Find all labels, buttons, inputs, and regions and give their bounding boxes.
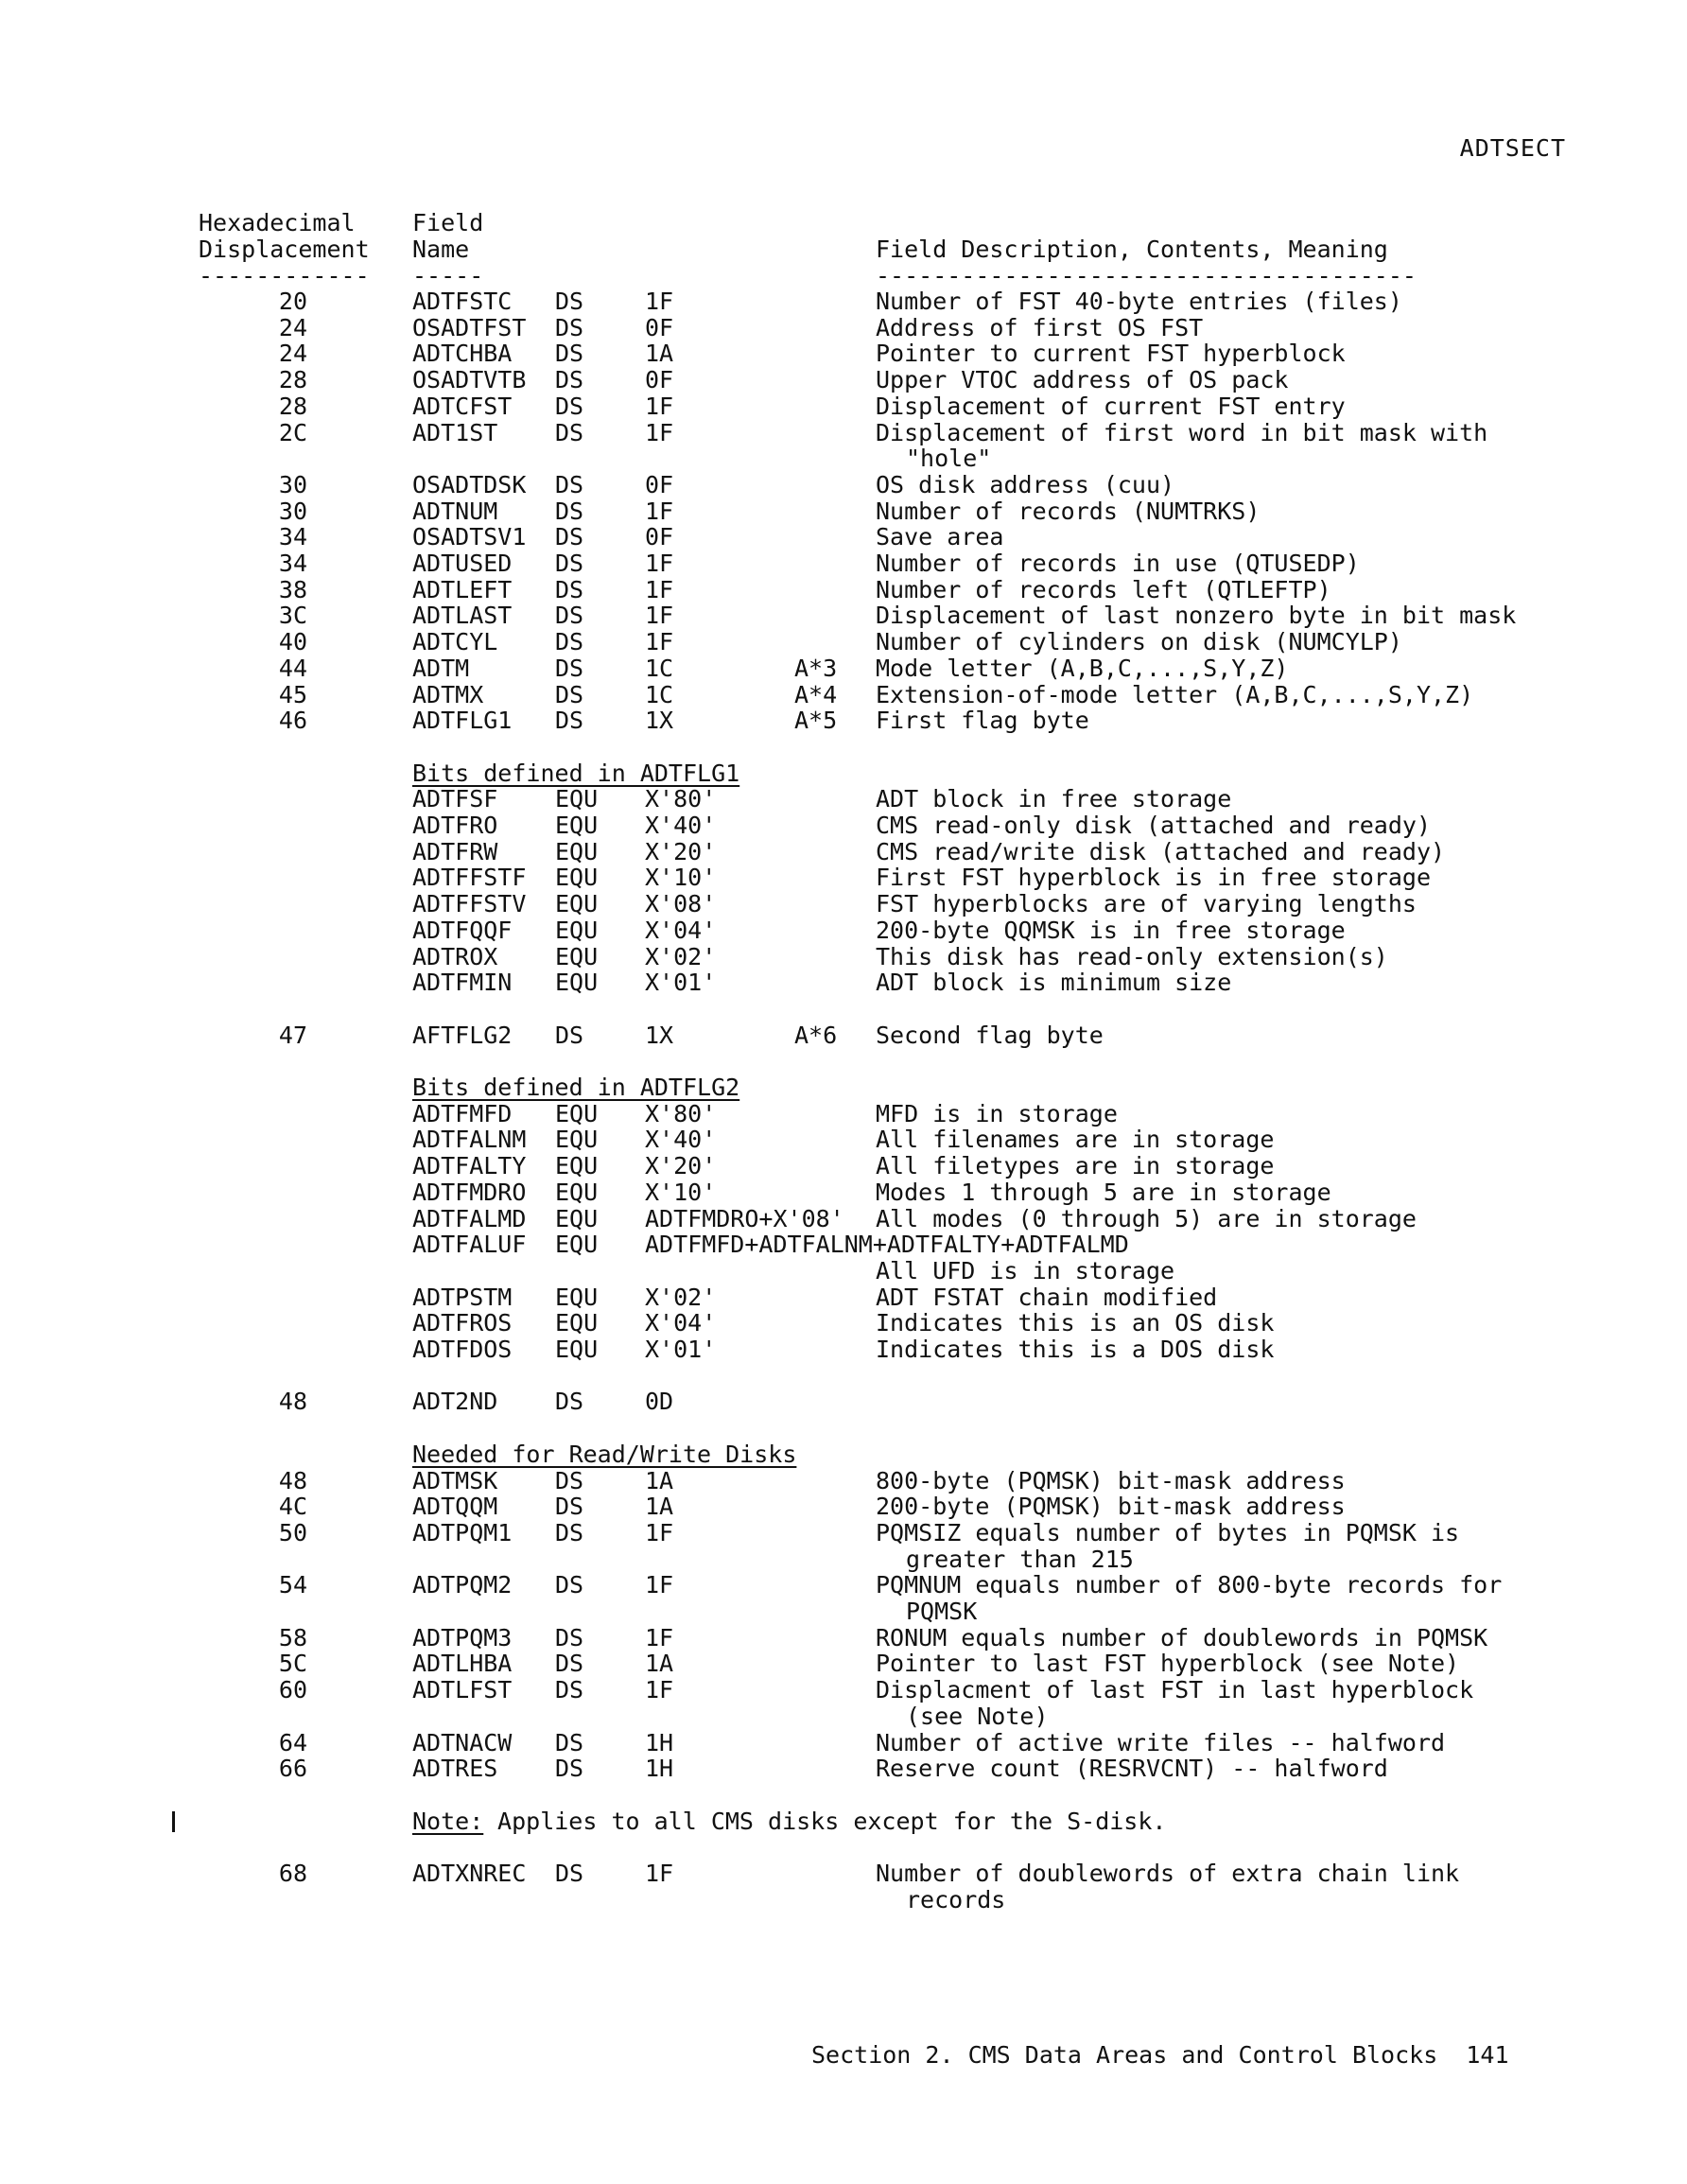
field-name: ADTNACW xyxy=(412,1728,513,1756)
col-hex-rule: ------------ xyxy=(199,262,370,289)
bit-value: X'40' xyxy=(645,1126,717,1154)
field-length: 1A xyxy=(645,1466,674,1494)
bit-description: ADT FSTAT chain modified xyxy=(876,1283,1218,1311)
hex-displacement: 3C xyxy=(278,602,307,630)
bit-name: ADTFDOS xyxy=(412,1336,513,1363)
hex-displacement: 48 xyxy=(278,1388,307,1416)
field-op: DS xyxy=(555,366,584,394)
bit-op: EQU xyxy=(555,1126,599,1154)
hex-displacement: 30 xyxy=(278,470,307,498)
description-continuation: records xyxy=(906,1885,1006,1913)
hex-displacement: 60 xyxy=(278,1676,307,1704)
field-length: 1F xyxy=(645,550,674,577)
col-desc-heading: Field Description, Contents, Meaning xyxy=(876,236,1388,263)
col-field-rule: ----- xyxy=(412,262,484,289)
field-op: DS xyxy=(555,1676,584,1704)
field-description: Displacement of first word in bit mask with xyxy=(876,418,1488,446)
field-description: Second flag byte xyxy=(876,1021,1104,1049)
field-description: Upper VTOC address of OS pack xyxy=(876,366,1289,394)
bit-value: X'01' xyxy=(645,1336,717,1363)
field-name: ADTPQM3 xyxy=(412,1623,513,1651)
field-length: 0F xyxy=(645,366,674,394)
bit-op: EQU xyxy=(555,812,599,839)
bit-name: ADTFRO xyxy=(412,812,498,839)
field-extra: A*5 xyxy=(794,707,838,735)
bit-name: ADTFQQF xyxy=(412,916,513,944)
description-continuation: (see Note) xyxy=(906,1702,1049,1730)
field-op: DS xyxy=(555,1388,584,1416)
field-length: 1F xyxy=(645,1860,674,1887)
field-op: DS xyxy=(555,707,584,735)
hex-displacement: 64 xyxy=(278,1728,307,1756)
field-op: DS xyxy=(555,313,584,341)
bit-description: All UFD is in storage xyxy=(876,1256,1175,1284)
field-length: 1F xyxy=(645,288,674,315)
field-extra: A*6 xyxy=(794,1021,838,1049)
bit-op: EQU xyxy=(555,1152,599,1180)
field-length: 0F xyxy=(645,313,674,341)
field-name: OSADTFST xyxy=(412,313,527,341)
bit-description: All filetypes are in storage xyxy=(876,1152,1275,1180)
field-op: DS xyxy=(555,1518,584,1546)
field-name: ADTRES xyxy=(412,1755,498,1783)
description-continuation: greater than 215 xyxy=(906,1545,1134,1573)
bit-description: ADT block in free storage xyxy=(876,785,1232,813)
field-length: 1F xyxy=(645,1623,674,1651)
field-name: ADTFLG1 xyxy=(412,707,513,735)
field-description: Number of records left (QTLEFTP) xyxy=(876,575,1331,603)
field-op: DS xyxy=(555,392,584,420)
field-name: ADTLEFT xyxy=(412,575,513,603)
field-length: 1F xyxy=(645,1518,674,1546)
field-length: 1A xyxy=(645,1493,674,1521)
field-name: ADTNUM xyxy=(412,497,498,525)
hex-displacement: 28 xyxy=(278,366,307,394)
bit-description: Modes 1 through 5 are in storage xyxy=(876,1178,1331,1206)
field-op: DS xyxy=(555,1021,584,1049)
hex-displacement: 50 xyxy=(278,1518,307,1546)
field-op: DS xyxy=(555,680,584,708)
field-op: DS xyxy=(555,602,584,630)
bit-name: ADTFRW xyxy=(412,837,498,865)
hex-displacement: 47 xyxy=(278,1021,307,1049)
field-op: DS xyxy=(555,288,584,315)
bit-op: EQU xyxy=(555,969,599,997)
description-continuation: PQMSK xyxy=(906,1598,978,1625)
bit-description: MFD is in storage xyxy=(876,1099,1118,1127)
field-op: DS xyxy=(555,1623,584,1651)
bit-description: CMS read/write disk (attached and ready) xyxy=(876,837,1446,865)
field-name: ADTLFST xyxy=(412,1676,513,1704)
field-op: DS xyxy=(555,1466,584,1494)
revision-bar xyxy=(172,1811,175,1832)
field-name: ADTLHBA xyxy=(412,1650,513,1678)
field-length: 1X xyxy=(645,1021,674,1049)
section-heading-read-write: Needed for Read/Write Disks xyxy=(412,1440,797,1468)
note-label: Note: xyxy=(412,1807,484,1835)
field-description: Number of FST 40-byte entries (files) xyxy=(876,288,1402,315)
bit-op: EQU xyxy=(555,1336,599,1363)
description-continuation: "hole" xyxy=(906,445,992,473)
col-field-heading-1: Field xyxy=(412,209,484,236)
field-name: ADTPQM2 xyxy=(412,1571,513,1599)
page-number: 141 xyxy=(1466,2041,1509,2069)
field-name: AFTFLG2 xyxy=(412,1021,513,1049)
bit-op: EQU xyxy=(555,890,599,918)
field-name: ADTFSTC xyxy=(412,288,513,315)
bit-op: EQU xyxy=(555,942,599,970)
field-length: 0F xyxy=(645,523,674,551)
bit-name: ADTFMFD xyxy=(412,1099,513,1127)
field-name: OSADTSV1 xyxy=(412,523,527,551)
bit-op: EQU xyxy=(555,1283,599,1311)
field-name: ADTLAST xyxy=(412,602,513,630)
bit-value: X'80' xyxy=(645,1099,717,1127)
bit-value: X'10' xyxy=(645,864,717,892)
field-length: 1F xyxy=(645,628,674,656)
field-description: RONUM equals number of doublewords in PQMSK xyxy=(876,1623,1488,1651)
bit-op: EQU xyxy=(555,1309,599,1337)
field-description: PQMNUM equals number of 800-byte records for xyxy=(876,1571,1503,1599)
field-length: 1F xyxy=(645,418,674,446)
field-description: Extension-of-mode letter (A,B,C,...,S,Y,Z) xyxy=(876,680,1474,708)
field-length: 1F xyxy=(645,575,674,603)
field-op: DS xyxy=(555,628,584,656)
field-description: Number of active write files -- halfword xyxy=(876,1728,1446,1756)
page-footer xyxy=(811,2041,1509,2069)
field-length: 1F xyxy=(645,1571,674,1599)
hex-displacement: 45 xyxy=(278,680,307,708)
hex-displacement: 48 xyxy=(278,1466,307,1494)
field-length: 0F xyxy=(645,470,674,498)
field-description: 800-byte (PQMSK) bit-mask address xyxy=(876,1466,1346,1494)
bit-description: First FST hyperblock is in free storage xyxy=(876,864,1431,892)
field-description: Number of doublewords of extra chain link xyxy=(876,1860,1460,1887)
field-length: 1F xyxy=(645,497,674,525)
hex-displacement: 24 xyxy=(278,313,307,341)
hex-displacement: 34 xyxy=(278,523,307,551)
bit-description: All modes (0 through 5) are in storage xyxy=(876,1204,1417,1232)
hex-displacement: 58 xyxy=(278,1623,307,1651)
field-name: ADTMSK xyxy=(412,1466,498,1494)
field-op: DS xyxy=(555,575,584,603)
field-description: Save area xyxy=(876,523,1004,551)
field-description: Displacement of current FST entry xyxy=(876,392,1346,420)
field-extra: A*4 xyxy=(794,680,838,708)
field-op: DS xyxy=(555,654,584,682)
bit-name: ADTFALUF xyxy=(412,1231,527,1259)
bit-description: Indicates this is an OS disk xyxy=(876,1309,1275,1337)
field-description: First flag byte xyxy=(876,707,1089,735)
bit-value: X'04' xyxy=(645,916,717,944)
hex-displacement: 68 xyxy=(278,1860,307,1887)
hex-displacement: 28 xyxy=(278,392,307,420)
bit-op: EQU xyxy=(555,1099,599,1127)
col-field-heading-2: Name xyxy=(412,236,470,263)
bit-op: EQU xyxy=(555,1204,599,1232)
field-description: Reserve count (RESRVCNT) -- halfword xyxy=(876,1755,1388,1783)
hex-displacement: 20 xyxy=(278,288,307,315)
field-length: 1C xyxy=(645,654,674,682)
hex-displacement: 30 xyxy=(278,497,307,525)
field-length: 1H xyxy=(645,1728,674,1756)
field-name: OSADTDSK xyxy=(412,470,527,498)
bit-description: This disk has read-only extension(s) xyxy=(876,942,1388,970)
hex-displacement: 24 xyxy=(278,340,307,368)
field-op: DS xyxy=(555,1571,584,1599)
field-name: ADTMX xyxy=(412,680,484,708)
field-op: DS xyxy=(555,1728,584,1756)
field-op: DS xyxy=(555,1650,584,1678)
bit-op: EQU xyxy=(555,1178,599,1206)
field-op: DS xyxy=(555,418,584,446)
note-text: Applies to all CMS disks except for the S-disk. xyxy=(483,1807,1167,1835)
bit-description: All filenames are in storage xyxy=(876,1126,1275,1154)
hex-displacement: 40 xyxy=(278,628,307,656)
hex-displacement: 5C xyxy=(278,1650,307,1678)
field-name: ADTUSED xyxy=(412,550,513,577)
bit-name: ADTFROS xyxy=(412,1309,513,1337)
hex-displacement: 46 xyxy=(278,707,307,735)
running-header: ADTSECT xyxy=(1459,134,1566,162)
bit-value: X'40' xyxy=(645,812,717,839)
bit-value: X'04' xyxy=(645,1309,717,1337)
field-description: Number of records in use (QTUSEDP) xyxy=(876,550,1360,577)
field-op: DS xyxy=(555,1860,584,1887)
field-length: 1F xyxy=(645,602,674,630)
bit-name: ADTFALNM xyxy=(412,1126,527,1154)
bit-name: ADTPSTM xyxy=(412,1283,513,1311)
field-length: 1H xyxy=(645,1755,674,1783)
bit-value: ADTFMDRO+X'08' xyxy=(645,1204,844,1232)
field-name: ADTCFST xyxy=(412,392,513,420)
section-heading-bits-flg2: Bits defined in ADTFLG2 xyxy=(412,1074,740,1101)
bit-value: ADTFMFD+ADTFALNM+ADTFALTY+ADTFALMD xyxy=(645,1231,1129,1259)
field-name: ADTCHBA xyxy=(412,340,513,368)
bit-op: EQU xyxy=(555,1231,599,1259)
field-name: ADTPQM1 xyxy=(412,1518,513,1546)
field-op: DS xyxy=(555,497,584,525)
field-description: OS disk address (cuu) xyxy=(876,470,1175,498)
bit-description: 200-byte QQMSK is in free storage xyxy=(876,916,1346,944)
field-description: Displacment of last FST in last hyperblock xyxy=(876,1676,1474,1704)
field-description: Pointer to last FST hyperblock (see Note) xyxy=(876,1650,1460,1678)
field-length: 0D xyxy=(645,1388,674,1416)
bit-value: X'02' xyxy=(645,942,717,970)
field-length: 1F xyxy=(645,392,674,420)
col-hex-heading-2: Displacement xyxy=(199,236,370,263)
field-description: Number of records (NUMTRKS) xyxy=(876,497,1261,525)
bit-description: FST hyperblocks are of varying lengths xyxy=(876,890,1417,918)
field-description: Pointer to current FST hyperblock xyxy=(876,340,1346,368)
field-name: ADTXNREC xyxy=(412,1860,527,1887)
field-op: DS xyxy=(555,523,584,551)
footer-text: Section 2. CMS Data Areas and Control Blocks xyxy=(811,2041,1438,2069)
field-name: ADTQQM xyxy=(412,1493,498,1521)
field-name: ADTCYL xyxy=(412,628,498,656)
bit-name: ADTFFSTV xyxy=(412,890,527,918)
hex-displacement: 38 xyxy=(278,575,307,603)
hex-displacement: 34 xyxy=(278,550,307,577)
field-length: 1A xyxy=(645,1650,674,1678)
field-length: 1C xyxy=(645,680,674,708)
field-description: PQMSIZ equals number of bytes in PQMSK is xyxy=(876,1518,1460,1546)
field-name: OSADTVTB xyxy=(412,366,527,394)
bit-value: X'01' xyxy=(645,969,717,997)
bit-description: Indicates this is a DOS disk xyxy=(876,1336,1275,1363)
field-length: 1X xyxy=(645,707,674,735)
bit-value: X'20' xyxy=(645,837,717,865)
bit-name: ADTFFSTF xyxy=(412,864,527,892)
field-name: ADT1ST xyxy=(412,418,498,446)
field-description: 200-byte (PQMSK) bit-mask address xyxy=(876,1493,1346,1521)
bit-op: EQU xyxy=(555,864,599,892)
bit-value: X'10' xyxy=(645,1178,717,1206)
hex-displacement: 54 xyxy=(278,1571,307,1599)
bit-name: ADTFMIN xyxy=(412,969,513,997)
bit-name: ADTROX xyxy=(412,942,498,970)
field-name: ADT2ND xyxy=(412,1388,498,1416)
bit-name: ADTFMDRO xyxy=(412,1178,527,1206)
field-length: 1A xyxy=(645,340,674,368)
hex-displacement: 4C xyxy=(278,1493,307,1521)
field-op: DS xyxy=(555,470,584,498)
bit-name: ADTFALTY xyxy=(412,1152,527,1180)
field-description: Number of cylinders on disk (NUMCYLP) xyxy=(876,628,1402,656)
field-op: DS xyxy=(555,1493,584,1521)
bit-op: EQU xyxy=(555,916,599,944)
field-op: DS xyxy=(555,1755,584,1783)
col-hex-heading-1: Hexadecimal xyxy=(199,209,356,236)
field-op: DS xyxy=(555,340,584,368)
hex-displacement: 44 xyxy=(278,654,307,682)
hex-displacement: 66 xyxy=(278,1755,307,1783)
bit-name: ADTFALMD xyxy=(412,1204,527,1232)
bit-name: ADTFSF xyxy=(412,785,498,813)
field-name: ADTM xyxy=(412,654,470,682)
bit-value: X'08' xyxy=(645,890,717,918)
field-length: 1F xyxy=(645,1676,674,1704)
hex-displacement: 2C xyxy=(278,418,307,446)
bit-description: ADT block is minimum size xyxy=(876,969,1232,997)
bit-description: CMS read-only disk (attached and ready) xyxy=(876,812,1431,839)
bit-value: X'80' xyxy=(645,785,717,813)
field-extra: A*3 xyxy=(794,654,838,682)
bit-op: EQU xyxy=(555,837,599,865)
field-description: Displacement of last nonzero byte in bit mask xyxy=(876,602,1517,630)
bit-value: X'02' xyxy=(645,1283,717,1311)
field-description: Mode letter (A,B,C,...,S,Y,Z) xyxy=(876,654,1289,682)
field-description: Address of first OS FST xyxy=(876,313,1204,341)
field-op: DS xyxy=(555,550,584,577)
bit-value: X'20' xyxy=(645,1152,717,1180)
section-heading-bits-flg1: Bits defined in ADTFLG1 xyxy=(412,759,740,787)
col-desc-rule: -------------------------------------- xyxy=(876,262,1417,289)
bit-op: EQU xyxy=(555,785,599,813)
